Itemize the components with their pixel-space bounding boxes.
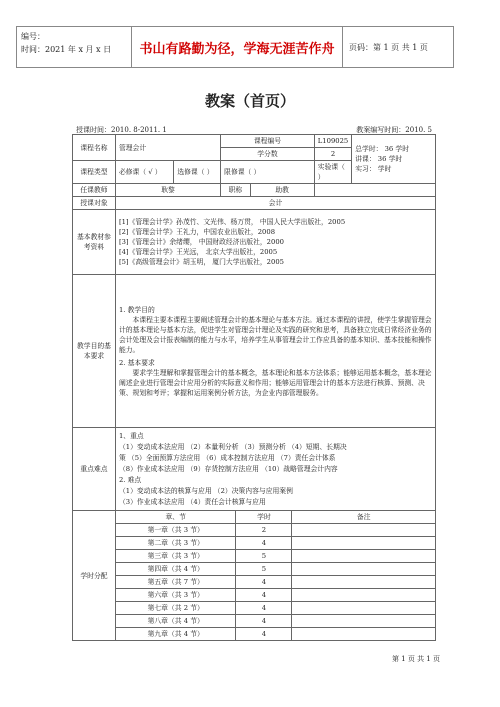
table-row	[116, 524, 435, 537]
time-label: 时间：2021 年 x 月 x 日	[21, 45, 112, 54]
table-row	[116, 563, 435, 576]
note-cell	[292, 589, 435, 602]
chapter-cell: 第六章（共 3 节）	[116, 589, 236, 602]
col-note: 备注	[292, 511, 435, 524]
reference-item: [4]《管理会计学》王光远， 北京大学出版社，2005	[118, 248, 278, 256]
hours-allocation-label: 学时分配	[73, 511, 116, 641]
table-row	[116, 576, 435, 589]
write-time: 教案编写时间：2010. 5	[356, 126, 432, 134]
course-name-label: 课程名称	[73, 135, 116, 161]
hours-cell: 4	[236, 537, 292, 550]
note-cell	[292, 524, 435, 537]
hours-table	[116, 511, 435, 640]
table-row	[116, 615, 435, 628]
hours-cell: 4	[236, 615, 292, 628]
table-row	[116, 589, 435, 602]
chapter-cell: 第五章（共 7 节）	[116, 576, 236, 589]
chapter-cell: 第九章（共 4 节）	[116, 628, 236, 641]
table-row	[116, 602, 435, 615]
credit-value: 2	[314, 148, 351, 161]
credit-label: 学分数	[221, 148, 315, 161]
keypoints-label: 重点难点	[73, 428, 116, 511]
col-hours: 学时	[236, 511, 292, 524]
table-row	[116, 628, 435, 641]
teach-time: 授课时间：2010. 8-2011. 1	[76, 126, 167, 134]
reference-item: [2]《管理会计学》王礼力，中国农业出版社，2008	[118, 228, 276, 236]
type-required: 必修课（ √ ）	[115, 161, 173, 184]
note-cell	[292, 537, 435, 550]
header-page-label: 页码：第 1 页 共 1 页	[349, 42, 428, 52]
hours-header-row	[116, 511, 435, 524]
page-title: 教案（首页）	[204, 92, 295, 110]
keypoints-heading-2: 2. 难点	[118, 475, 142, 484]
audience-label: 授课对象	[73, 197, 116, 210]
goals-heading-2: 2. 基本要求	[118, 358, 155, 367]
lesson-plan-table	[72, 134, 436, 641]
hours-lecture: 讲课： 36 学时	[355, 155, 403, 163]
chapter-cell: 第四章（共 4 节）	[116, 563, 236, 576]
goals-label: 教学目的基本要求	[73, 275, 116, 428]
keypoints-line: （1）变动成本法应用 （2）本量利分析 （3）预测分析 （4）短期、长期决	[118, 442, 347, 451]
hours-cell: 4	[236, 628, 292, 641]
course-code-label: 课程编号	[221, 135, 315, 148]
header-slogan: 书山有路勤为径，学海无涯苦作舟	[132, 27, 343, 67]
teacher-title-label: 职称	[221, 184, 250, 197]
chapter-cell: 第八章（共 4 节）	[116, 615, 236, 628]
references-list	[115, 210, 435, 275]
note-cell	[292, 628, 435, 641]
keypoints-line: （8）作业成本法应用 （9）存货控制方法应用 （10）战略管理会计内容	[118, 464, 338, 473]
hours-cell: 4	[236, 589, 292, 602]
goals-paragraph-1: 本课程主要本课程主要阐述管理会计的基本理论与基本方法。通过本课程的讲授，使学生掌握管理会计的基本理论与基本方法，促进学生对管理会计理论及实践的研究和思考，具备独立完成日常经济业务的会计处理及会计报表编制的能力与水平，培养学生从事管理会计工作应具备的基本知识、基本技能和操作能力。	[118, 315, 432, 354]
hours-cell: 5	[236, 550, 292, 563]
audience-value: 会计	[115, 197, 435, 210]
chapter-cell: 第一章（共 3 节）	[116, 524, 236, 537]
type-elective: 选修课（ ）	[174, 161, 221, 184]
course-type-label: 课程类型	[73, 161, 116, 184]
type-lab: 实验课（ ）	[314, 161, 351, 184]
hours-allocation-cell	[115, 511, 435, 641]
goals-paragraph-2: 要求学生理解和掌握管理会计的基本概念，基本理论和基本方法体系；能够运用基本概念，基本理论阐述企业进行管理会计应用分析的实际意义和作用；能够运用管理会计的基本方法进行核算、预测、决策、规划和考评；掌握和运用案例分析方法，为企业内部管理服务。	[118, 368, 432, 397]
col-chapter: 章、节	[116, 511, 236, 524]
number-label: 编号：	[21, 32, 45, 41]
table-row	[116, 550, 435, 563]
keypoints-line: （3）作业成本法应用 （4）责任会计核算与应用	[118, 497, 266, 506]
document-header	[16, 26, 454, 68]
teacher-label: 任课教师	[73, 184, 116, 197]
reference-item: [1]《管理会计学》孙茂竹、文光伟、杨万贯， 中国人民大学出版社，2005	[118, 218, 346, 226]
page-footer: 第 1 页 共 1 页	[391, 655, 440, 663]
keypoints-line: （1）变动成本法的核算与应用 （2）决策内容与应用案例	[118, 486, 293, 495]
keypoints-content	[115, 428, 435, 511]
chapter-cell: 第二章（共 3 节）	[116, 537, 236, 550]
note-cell	[292, 550, 435, 563]
hours-summary	[352, 135, 436, 184]
reference-item: [3]《管理会计》余绪缨， 中国财政经济出版社，2000	[118, 238, 284, 246]
goals-content	[115, 275, 435, 428]
note-cell	[292, 576, 435, 589]
chapter-cell: 第三章（共 3 节）	[116, 550, 236, 563]
hours-cell: 4	[236, 576, 292, 589]
header-left	[17, 27, 132, 67]
goals-heading-1: 1. 教学目的	[118, 305, 155, 314]
hours-cell: 4	[236, 602, 292, 615]
type-limited: 限修课（ ）	[221, 161, 315, 184]
table-row	[116, 537, 435, 550]
reference-item: [5]《高级管理会计》胡玉明， 厦门大学出版社，2005	[118, 258, 284, 266]
teacher-name: 耿黎	[115, 184, 220, 197]
chapter-cell: 第七章（共 2 节）	[116, 602, 236, 615]
hours-cell: 2	[236, 524, 292, 537]
course-name: 管理会计	[115, 135, 220, 161]
course-code: L109025	[314, 135, 351, 148]
note-cell	[292, 615, 435, 628]
hours-practice: 实习： 学时	[355, 165, 392, 173]
hours-cell: 5	[236, 563, 292, 576]
keypoints-line: 策 （5）全面预算方法应用 （6）成本控制方法应用 （7）责任会计体系	[118, 453, 336, 462]
keypoints-heading-1: 1、重点	[118, 431, 144, 440]
note-cell	[292, 563, 435, 576]
empty-cell	[314, 184, 435, 197]
teacher-title: 助教	[250, 184, 314, 197]
note-cell	[292, 602, 435, 615]
hours-total: 总学时： 36 学时	[355, 145, 410, 153]
references-label: 基本教材参考资料	[73, 210, 116, 275]
